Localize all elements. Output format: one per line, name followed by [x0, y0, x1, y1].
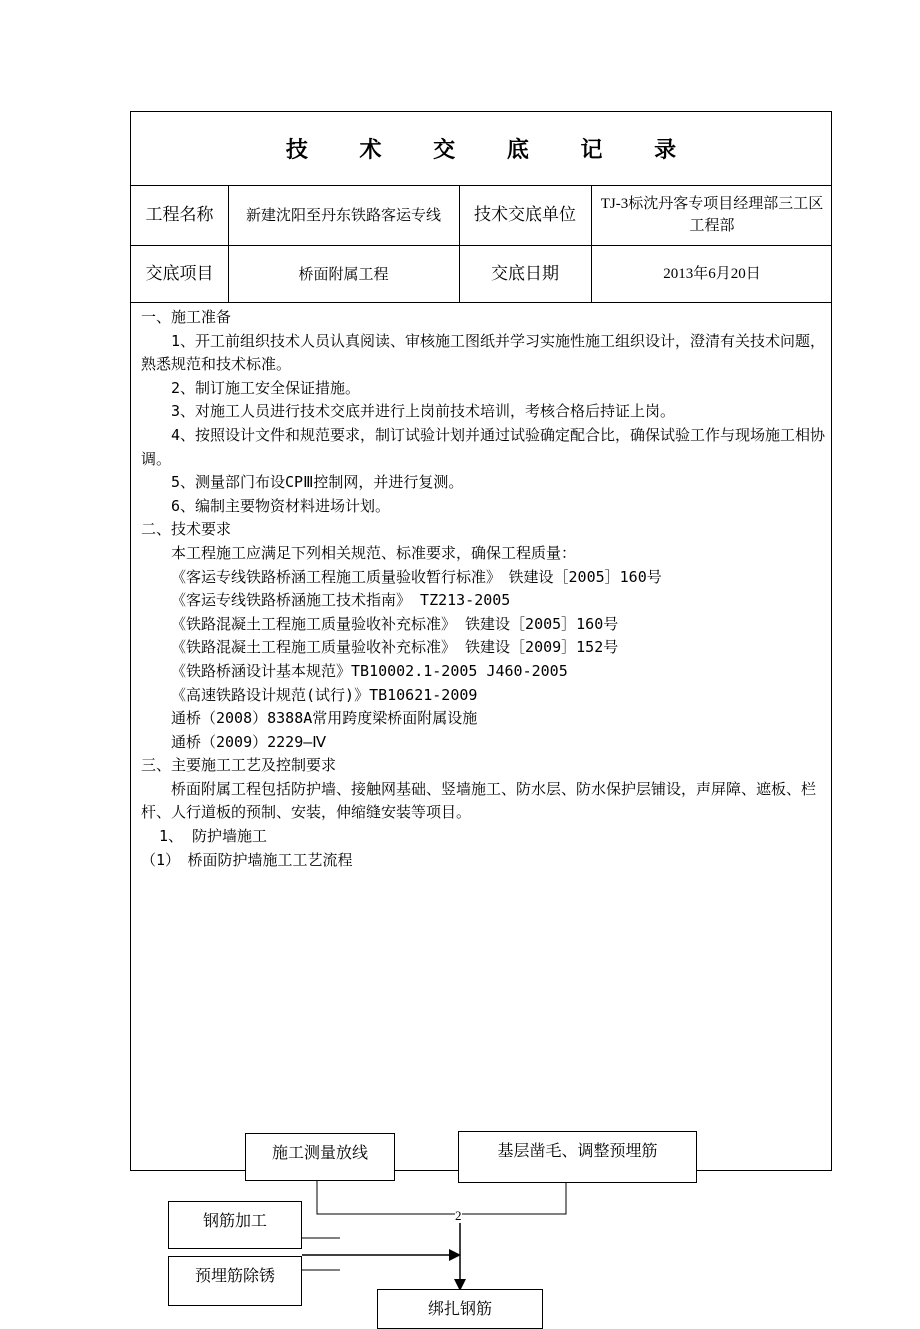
paragraph: 6、编制主要物资材料进场计划。 [171, 496, 391, 515]
section-heading: 二、技术要求 [141, 520, 232, 539]
item-label: 交底项目 [145, 263, 214, 284]
flow-box-roughening: 基层凿毛、调整预埋筋 [458, 1131, 697, 1183]
reference-item: 《客运专线铁路桥涵施工技术指南》 TZ213-2005 [171, 591, 511, 610]
page-title: 技 术 交 底 记 录 [285, 137, 699, 163]
project-name-value: 新建沈阳至丹东铁路客运专线 [245, 206, 441, 224]
paragraph: 1、开工前组织技术人员认真阅读、审核施工图纸并学习实施性施工组织设计，澄清有关技术问题，熟悉规范和技术标准。 [141, 331, 826, 374]
record-form [130, 111, 832, 1171]
unit-value: TJ-3标沈丹客专项目经理部三工区工程部 [600, 196, 824, 234]
connector-line [317, 1181, 566, 1214]
flow-box-binding-rebar: 绑扎钢筋 [377, 1289, 543, 1329]
paragraph: 4、按照设计文件和规范要求，制订试验计划并通过试验确定配合比，确保试验工作与现场施工相协调。 [141, 425, 826, 468]
sub-heading: （1） 桥面防护墙施工工艺流程 [141, 850, 353, 869]
item-value: 桥面附属工程 [298, 264, 389, 283]
paragraph: 5、测量部门布设CPⅢ控制网，并进行复测。 [171, 473, 464, 492]
date-label: 交底日期 [491, 263, 559, 284]
reference-item: 《高速铁路设计规范(试行)》TB10621-2009 [171, 685, 478, 704]
section-heading: 三、主要施工工艺及控制要求 [141, 756, 337, 775]
paragraph: 本工程施工应满足下列相关规范、标准要求，确保工程质量： [171, 543, 577, 562]
unit-label: 技术交底单位 [474, 205, 576, 225]
reference-item: 《铁路混凝土工程施工质量验收补充标准》 铁建设［2009］152号 [171, 638, 619, 657]
project-name-label: 工程名称 [145, 205, 214, 225]
date-value: 2013年6月20日 [663, 265, 761, 282]
paragraph: 3、对施工人员进行技术交底并进行上岗前技术培训，考核合格后持证上岗。 [171, 402, 676, 421]
paragraph: 2、制订施工安全保证措施。 [171, 378, 361, 397]
reference-item: 《客运专线铁路桥涵工程施工质量验收暂行标准》 铁建设［2005］160号 [171, 567, 662, 586]
flow-box-derusting: 预埋筋除锈 [168, 1256, 302, 1306]
section-heading: 一、施工准备 [141, 308, 232, 326]
divider [131, 302, 831, 303]
document-body [141, 306, 827, 872]
flow-box-rebar-processing: 钢筋加工 [168, 1201, 302, 1249]
sub-heading: 1、 防护墙施工 [159, 827, 268, 846]
paragraph: 桥面附属工程包括防护墙、接触网基础、竖墙施工、防水层、防水保护层铺设，声屏障、遮板、栏杆、人行道板的预制、安装，伸缩缝安装等项目。 [141, 779, 817, 822]
reference-item: 通桥（2008）8388A常用跨度梁桥面附属设施 [171, 709, 478, 728]
reference-item: 通桥（2009）2229—Ⅳ [171, 732, 327, 751]
reference-item: 《铁路混凝土工程施工质量验收补充标准》 铁建设［2005］160号 [171, 614, 619, 633]
reference-item: 《铁路桥涵设计基本规范》TB10002.1-2005 J460-2005 [171, 661, 568, 680]
page-number: 2 [455, 1208, 462, 1223]
flow-box-survey: 施工测量放线 [245, 1133, 395, 1181]
